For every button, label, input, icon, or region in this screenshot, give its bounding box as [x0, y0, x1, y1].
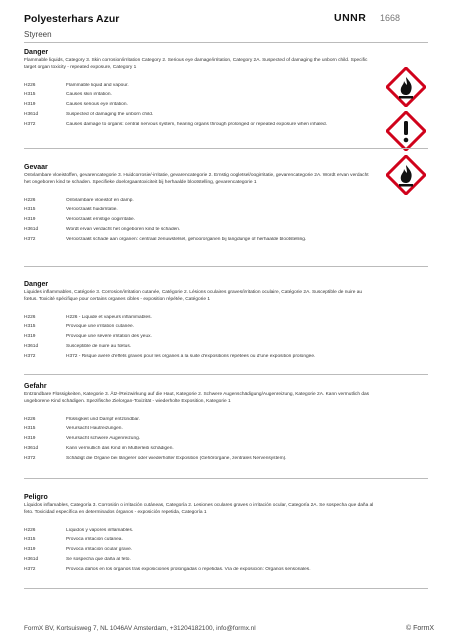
section-divider — [24, 148, 428, 149]
h-code: H372 — [24, 121, 36, 127]
hazard-section-en — [24, 49, 428, 129]
h-text: Provoca irritación ocular grave. — [66, 547, 133, 553]
h-code: H226 — [24, 82, 36, 88]
h-code: H315 — [24, 537, 36, 543]
hazard-statement-row — [24, 342, 428, 352]
h-code: H315 — [24, 426, 36, 432]
footer-address: FormX BV, Kortsuisweg 7, NL 1046AV Amsterdam, +31204182100, info@formx.nl — [24, 625, 256, 632]
brand-label: UNNR — [334, 12, 367, 24]
h-code: H226 — [24, 314, 36, 320]
h-code: H361d — [24, 343, 39, 349]
h-text: Veroorzaakt schade aan organen: centraal zenuwstelsel, gehoororganen bij langdurige of herhaalde blootstelling. — [66, 236, 307, 242]
signal-word: Gevaar — [24, 164, 48, 171]
hazard-statement-row — [24, 234, 428, 244]
h-text: Veroorzaakt ernstige oogirritatie. — [66, 217, 136, 223]
hazard-statement-row — [24, 110, 428, 120]
hazard-statement-row — [24, 90, 428, 100]
header-divider — [24, 42, 428, 43]
hazard-statement-list — [24, 80, 428, 129]
hazard-statement-row — [24, 555, 428, 565]
hazard-classification: Flammable liquids, Category 3. Skin corrosion/irritation Category 2. Serious eye damage/irritation, Category 2A. Suspected of damaging the unborn child. Specific target organ toxicity - repeated exposure, Category 1 — [24, 58, 368, 70]
h-code: H319 — [24, 547, 36, 553]
h-text: Causes serious eye irritation. — [66, 102, 128, 108]
h-text: Provoque une sévère irritation des yeux. — [66, 334, 152, 340]
hazard-statement-row — [24, 322, 428, 332]
h-text: H226 - Liquide et vapeurs inflammables. — [66, 314, 152, 320]
h-text: Kann vermutlich das Kind im Mutterleib schädigen. — [66, 445, 174, 451]
h-text: Líquidos y vapores inflamables. — [66, 527, 134, 533]
product-subtitle: Styreen — [24, 30, 52, 39]
hazard-statement-list — [24, 414, 428, 463]
hazard-statement-row — [24, 195, 428, 205]
h-text: Causes skin irritation. — [66, 92, 112, 98]
h-text: Provoca irritación cutánea. — [66, 537, 123, 543]
hazard-statement-list — [24, 195, 428, 244]
h-text: Ontvlambare vloeistof en damp. — [66, 197, 134, 203]
h-code: H372 — [24, 566, 36, 572]
hazard-statement-list — [24, 312, 428, 361]
h-code: H372 — [24, 236, 36, 242]
hazard-statement-row — [24, 100, 428, 110]
h-text: Flüssigkeit und Dampf entzündbar. — [66, 416, 140, 422]
h-text: Verursacht Hautreizungen. — [66, 426, 123, 432]
hazard-classification: Entzündbare Flüssigkeiten, Kategorie 3. Ätz-/Reizwirkung auf die Haut, Kategorie 2. Schwere Augenschädigung/Augenreizung, Kategorie 2A. Kann vermutlich das ungeborene Kind schädigen. Spezifische Zielorgan-Toxizität - wiederholte Exposition, Kategorie 1 — [24, 392, 370, 404]
copyright-label: © FormX — [406, 625, 435, 632]
hazard-statement-row — [24, 535, 428, 545]
hazard-statement-row — [24, 453, 428, 463]
h-text: Causes damage to organs: central nervous system, hearing organs through prolonged or repeated exposure when inhaled. — [66, 121, 328, 127]
h-text: Suspected of damaging the unborn child. — [66, 111, 154, 117]
h-code: H315 — [24, 324, 36, 330]
hazard-classification: Ontvlambare vloeistoffen, gevarencategorie 3. Huidcorrosie/-irritatie, gevarencategorie 2. Ernstig oogletsel/oogirritatie, gevarencategorie 2A. Wordt ervan verdacht het ongeboren kind te schaden. Specifieke doelorgaantoxiciteit bij herhaalde blootstelling, gevarencategorie 1 — [24, 173, 369, 185]
hazard-statement-row — [24, 332, 428, 342]
hazard-statement-row — [24, 525, 428, 535]
h-text: Provoca daños en los órganos tras exposiciones prolongadas o repetidas. Vía de exposición: Organos sensoriales. — [66, 566, 311, 572]
product-title: Polyesterhars Azur — [24, 13, 120, 25]
h-code: H372 — [24, 353, 36, 359]
h-text: Se sospecha que daña al feto. — [66, 556, 131, 562]
hazard-section-de — [24, 383, 428, 463]
hazard-statement-row — [24, 205, 428, 215]
hazard-statement-row — [24, 225, 428, 235]
hazard-statement-row — [24, 564, 428, 574]
signal-word: Danger — [24, 281, 49, 288]
h-code: H319 — [24, 217, 36, 223]
hazard-statement-row — [24, 312, 428, 322]
hazard-statement-list — [24, 525, 428, 574]
hazard-statement-row — [24, 424, 428, 434]
hazard-statement-row — [24, 545, 428, 555]
hazard-section-nl — [24, 164, 428, 244]
h-code: H361d — [24, 445, 39, 451]
h-code: H372 — [24, 455, 36, 461]
hazard-statement-row — [24, 351, 428, 361]
section-divider — [24, 478, 428, 479]
hazard-statement-row — [24, 444, 428, 454]
h-text: Flammable liquid and vapour. — [66, 82, 129, 88]
hazard-classification: Líquidos inflamables, Categoría 3. Corrosión o irritación cutáneas, Categoría 2. Lesiones oculares graves o irritación ocular, Categoría 2A. Se sospecha que daña al feto. Toxicidad específica en determinados órganos - exposición repetida, Categoría 1 — [24, 503, 374, 515]
hazard-statement-row — [24, 414, 428, 424]
h-text: Verursacht schwere Augenreizung. — [66, 436, 141, 442]
hazard-statement-row — [24, 119, 428, 129]
h-code: H319 — [24, 334, 36, 340]
signal-word: Peligro — [24, 494, 48, 501]
h-code: H315 — [24, 92, 36, 98]
h-code: H319 — [24, 436, 36, 442]
signal-word: Gefahr — [24, 383, 47, 390]
h-code: H361d — [24, 111, 39, 117]
h-code: H361d — [24, 556, 39, 562]
h-text: Veroorzaakt huidirritatie. — [66, 207, 118, 213]
h-code: H226 — [24, 197, 36, 203]
h-code: H315 — [24, 207, 36, 213]
hazard-statement-row — [24, 215, 428, 225]
hazard-statement-row — [24, 80, 428, 90]
h-text: Wordt ervan verdacht het ongeboren kind te schaden. — [66, 226, 181, 232]
section-divider — [24, 374, 428, 375]
section-divider — [24, 588, 428, 589]
h-text: Susceptible de nuire au fœtus. — [66, 343, 132, 349]
hazard-classification: Liquides inflammables, Catégorie 3. Corrosion/irritation cutanée, Catégorie 2. Lésions oculaires graves/irritation oculaire, Catégorie 2A. Susceptible de nuire au fœtus. Toxicité spécifique pour certains organes cibles - exposition répétée, Catégorie 1 — [24, 290, 363, 302]
signal-word: Danger — [24, 49, 49, 56]
h-text: Provoque une irritation cutanée. — [66, 324, 134, 330]
h-code: H226 — [24, 527, 36, 533]
product-code: 1668 — [380, 13, 401, 23]
h-text: H372 - Risque avéré d'effets graves pour les organes à la suite d'expositions répétées ou d'une exposition prolongée. — [66, 353, 316, 359]
hazard-section-fr — [24, 281, 428, 361]
section-divider — [24, 266, 428, 267]
hazard-statement-row — [24, 434, 428, 444]
hazard-section-es — [24, 494, 428, 574]
h-code: H319 — [24, 102, 36, 108]
h-text: Schädigt die Organe bei längerer oder wiederholter Exposition (Gehörorgane, zentrales Nervensystem). — [66, 455, 287, 461]
h-code: H361d — [24, 226, 39, 232]
h-code: H226 — [24, 416, 36, 422]
